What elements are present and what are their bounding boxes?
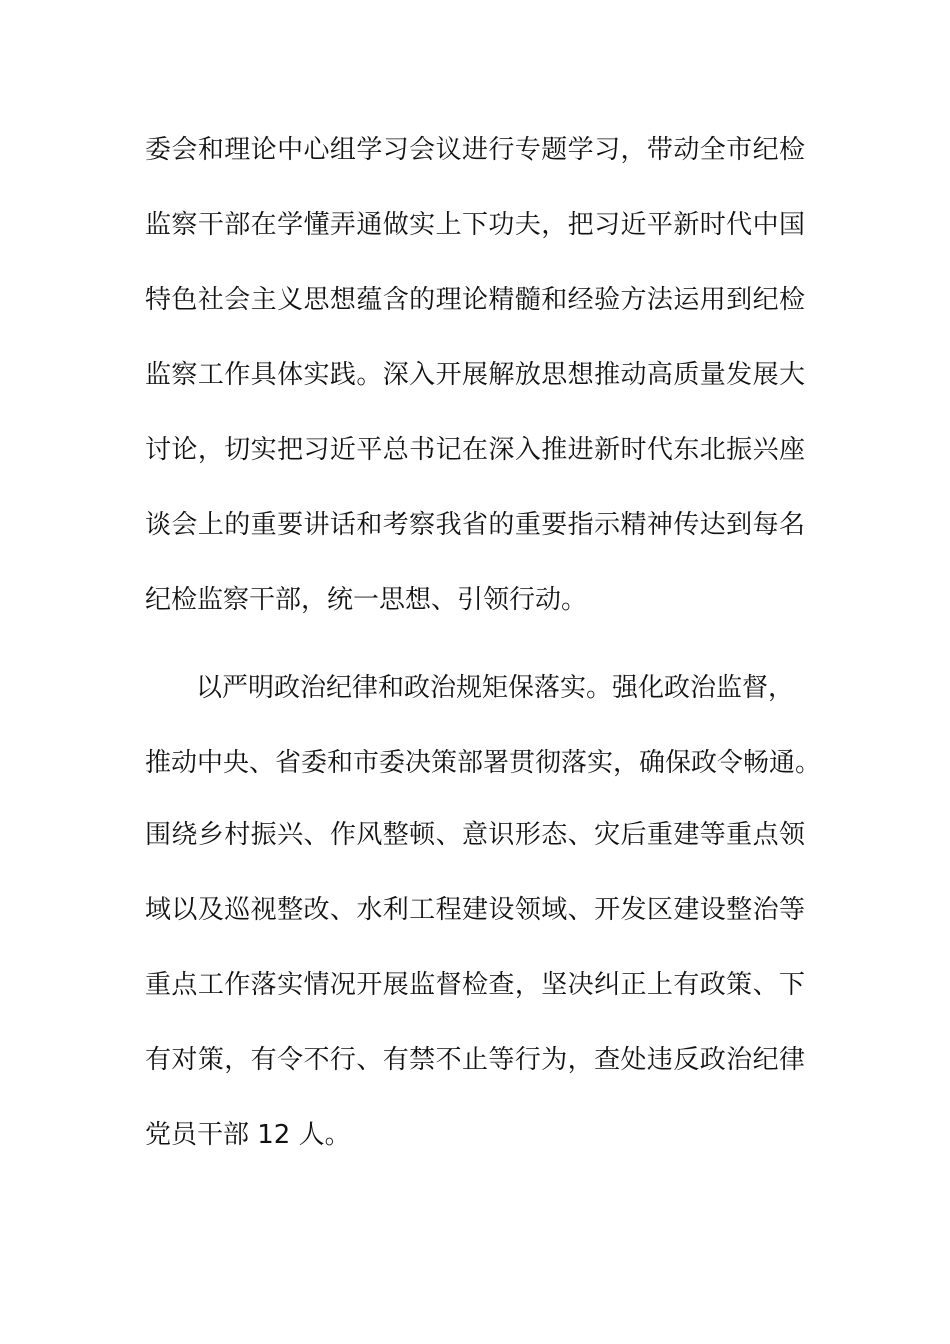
paragraph-2-line-4: 域以及巡视整改、水利工程建设领域、开发区建设整治等	[145, 895, 805, 925]
paragraph-1-line-6: 谈会上的重要讲话和考察我省的重要指示精神传达到每名	[145, 510, 805, 540]
paragraph-2-line-6: 有对策，有令不行、有禁不止等行为，查处违反政治纪律	[145, 1045, 805, 1075]
paragraph-1-line-3: 特色社会主义思想蕴含的理论精髓和经验方法运用到纪检	[145, 285, 805, 315]
paragraph-1-line-2: 监察干部在学懂弄通做实上下功夫，把习近平新时代中国	[145, 210, 805, 240]
paragraph-2-line-5: 重点工作落实情况开展监督检查，坚决纠正上有政策、下	[145, 970, 805, 1000]
paragraph-2-line-7: 党员干部 12 人。	[145, 1120, 351, 1150]
paragraph-1-line-7: 纪检监察干部，统一思想、引领行动。	[145, 585, 588, 615]
paragraph-2-line-3: 围绕乡村振兴、作风整顿、意识形态、灾后重建等重点领	[145, 820, 805, 850]
paragraph-2-line-1: 以严明政治纪律和政治规矩保落实。强化政治监督，	[196, 673, 795, 703]
paragraph-1-line-4: 监察工作具体实践。深入开展解放思想推动高质量发展大	[145, 360, 805, 390]
paragraph-1-line-1: 委会和理论中心组学习会议进行专题学习，带动全市纪检	[145, 135, 805, 165]
paragraph-2-line-2: 推动中央、省委和市委决策部署贯彻落实，确保政令畅通。	[145, 748, 822, 778]
paragraph-1-line-5: 讨论，切实把习近平总书记在深入推进新时代东北振兴座	[145, 435, 805, 465]
